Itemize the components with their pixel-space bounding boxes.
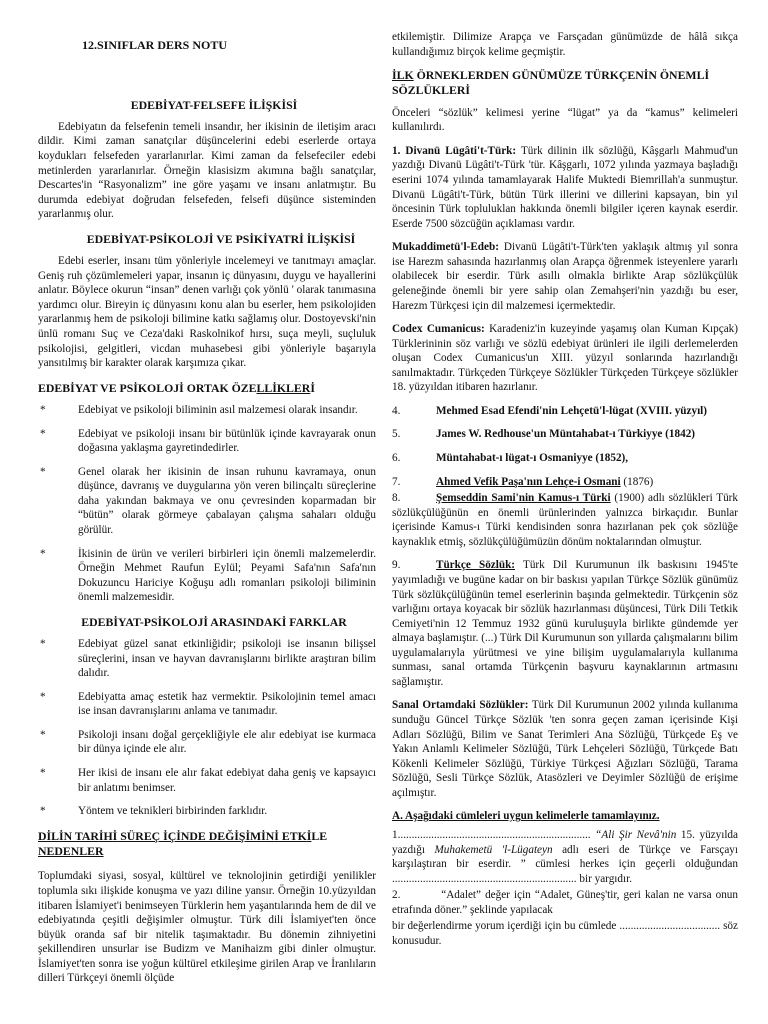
page-title: 12.SINIFLAR DERS NOTU: [82, 38, 228, 52]
bullet-star: *: [40, 465, 46, 478]
item-title: James W. Redhouse'un Müntahabat-ı Türkiyye (1842): [436, 428, 696, 441]
item-number: 5.: [392, 428, 401, 441]
item-title: Ahmed Vefik Paşa'nın Lehçe-i Osmani: [436, 475, 621, 488]
left-column: [38, 30, 376, 995]
list-item: [38, 804, 376, 819]
dilin-heading: [38, 829, 376, 860]
bullet-star: *: [40, 427, 46, 440]
item-title: Mehmed Esad Efendi'nin Lehçetü'l-lügat (XVIII. yüzyıl): [436, 404, 708, 417]
list-item-text: Psikoloji insanı doğal gerçekliğiyle ele alır edebiyat ise kurmaca bir dünya içinde ele alır.: [78, 728, 376, 756]
bullet-star: *: [40, 690, 46, 703]
ortak-heading-end: İ: [310, 380, 315, 395]
exercise-question-2-end: bir değerlendirme yorum içerdiği için bu cümlede .................................... söz konusudur.: [392, 920, 738, 947]
heading-fragment: H: [103, 828, 113, 843]
heading-fragment: LE: [311, 828, 328, 843]
sanal-label: Sanal Ortamdaki Sözlükler:: [392, 699, 529, 712]
list-item-text: Edebiyat güzel sanat etkinliğidir; psikoloji ise insanın bilişsel süreçlerini, insan ve hayvan davranışlarını birlikte araştıran bilim dalıdır.: [78, 638, 376, 680]
heading-fragment: N TAR: [63, 828, 99, 843]
heading-fragment: L: [51, 828, 59, 843]
bullet-star: *: [40, 547, 46, 560]
codex-text: Karadeniz'in kuzeyinde yaşamış olan Kuman Kıpçak) Türklerininin söz varlığı ve sözlü edebiyat ürünleri ile ilgili derlemelerden oluşan Codex Cumanicus'un XIII. yüzyıl sonlarında hazırlandığı sanılmaktadır. Türkçeden Türkçeye Sözlükler Türkçeden Türkçeye sözlükler 18. yüzyıldan itibaren hazırlanır.: [392, 323, 738, 394]
psikoloji-paragraph: Edebi eserler, insanı tüm yönleriyle incelemeyi ve tanıtmayı amaçlar. Geniş ruh çözümlemeleri yapar, insanın iç dünyasını, duygu ve hayallerini anlatır. Böylece okurun “insan” denen varlığı çok yönlü ' olarak tanımasına yardımcı olur. Bireyin iç dünyasını konu alan bu eserler, hem psikolojiden yararlanmış hem de psikoloji bilimine katkı sağlamış olur. Dostoyevski'nin ünlü romanı Suç ve Ceza'daki Raskolnikof hırsı, suça meyli, suçluluk psikolojisi, gelgitleri, vicdan muhasebesi gibi yönleriyle başarıyla yansıtılmış bir karakter olarak karşımıza çıkar.: [38, 255, 376, 370]
list-item-text: Edebiyat ve psikoloji biliminin asıl malzemesi olarak insandır.: [78, 404, 358, 417]
item-text: Türk Dil Kurumunun ilk baskısını 1945'te yayımladığı ve bugüne kadar on bir baskısı yapılan Türkçe Sözlük günümüz Türk sözlükçülüğünün temel eserlerinin başında gelmektedir. Türkçenin söz varlığını ortaya koyacak bir sözlük hazırlanması düşüncesi, Türk Dili Tetkik Cemiyeti'nin 12 Temmuz 1932 günü kuruluşuyla birlikte gündemde yer almaya başlamıştır. (...) Türk Dil Kurumunun son yıllarda çalışmalarını bilim uygulamalarıyla yürütmesi ve yine bilişim uygulamalarıyla kullanıma sunması, sanal ortamda Türkçenin başvuru kaynaklarının artmasını sağlamıştır.: [392, 559, 738, 688]
heading-fragment: İ: [274, 828, 279, 843]
q1-italic: “Ali Şir Nevâ'nin: [595, 828, 677, 841]
item-number: 9.: [392, 559, 401, 572]
dictionary-item: [392, 404, 738, 419]
codex-label: Codex Cumanicus:: [392, 323, 485, 336]
farklar-heading: EDEBİYAT-PSİKOLOJİ ARASINDAKİ FARKLAR: [81, 614, 347, 629]
dilin-heading-line2: NEDENLER: [38, 844, 104, 859]
heading-fragment: M: [250, 828, 262, 843]
list-item: [38, 728, 376, 757]
list-item: [38, 547, 376, 605]
sozluk-heading-rest: ÖRNEKLERDEN GÜNÜMÜZE TÜRKÇENİN ÖNEMLİ SÖZLÜKLERİ: [392, 68, 710, 98]
bullet-star: *: [40, 728, 46, 741]
heading-fragment: ETK: [278, 828, 307, 843]
felsefe-paragraph: Edebiyatın da felsefenin temeli insandır, her ikisinin de iletişim aracı dildir. Kimi zaman sanatçılar düşüncelerini edebi eserlerde ortaya koydukları felsefeden yararlanırlar. Kimi zaman da felsefeciler edebi metinlerden yararlanırlar. Örneğin klasisizm akımına bağlı sanatçılar, Descartes'in “Rasyonalizm” ine göre yaşamı ve insanı anlatmıştır. Bu durumda edebiyat doğrudan felsefeden, felsefi düşünce sisteminden yararlanmış olur.: [38, 120, 376, 221]
heading-fragment: İ: [59, 828, 64, 843]
divan-text: Türk dilinin ilk sözlüğü, Kâşgarlı Mahmud'un yazdığı Divanü Lügâti't-Türk 'tür. Kâşgarlı, 1072 yılında yazmaya başladığı eserini 1074 yılında tamamlayarak Halife Muktedi Biemrillah'a sunmuştur. Divanü Lügâti't-Türk, bütün Türk illerini ve dillerini kapsayan, bin yıl öncesinin Türk topluluklan hakkında önemli bilgiler içeren kaynak eserdir. Eserde 7500 sözcüğün açıklaması vardır.: [392, 144, 738, 230]
codex-entry: [392, 322, 738, 395]
heading-fragment: İ: [46, 828, 52, 843]
dilin-heading-line1: [38, 829, 327, 843]
sozluk-heading-first: İLK: [392, 68, 414, 83]
q1-text-end: adlı eseri de Türkçe ve Farsçayı karşılaştıran bir eserdir. ” cümlesi herkes için geçerli olduğundan .................................................................. bir yargıdır.: [392, 843, 738, 885]
heading-fragment: İ: [245, 828, 251, 843]
right-column: [392, 30, 741, 950]
item-number: 6.: [392, 452, 401, 465]
heading-fragment: N: [265, 828, 275, 843]
bullet-star: *: [40, 404, 46, 417]
bullet-star: *: [40, 638, 46, 651]
dictionary-item-9: [392, 558, 738, 689]
list-item: [38, 403, 376, 418]
q1-text: 15. yüzyılda yazdığı: [392, 828, 738, 856]
dictionary-item: [392, 427, 738, 442]
list-item-text: Edebiyat ve psikoloji insanı bir bütünlük içinde kavrayarak onun doğasına yaklaşma gayretindedirler.: [78, 427, 376, 455]
psikoloji-heading: EDEBİYAT-PSİKOLOJİ VE PSİKİYATRİ İLİŞKİSİ: [86, 231, 356, 246]
list-item-text: Edebiyatta amaç estetik haz vermektir. Psikolojinin temel amacı ise insan davranışlarını anlama ve tanımadır.: [78, 690, 376, 718]
ortak-heading: [38, 381, 376, 396]
heading-fragment: İ: [112, 828, 118, 843]
item-title: Müntahabat-ı lügat-ı Osmaniyye (1852),: [436, 452, 629, 465]
list-item-text: İkisinin de ürün ve verileri birbirleri için önemli malzemelerdir. Örneğin Mehmet Raufun Eylül; Peyami Safa'nın Safa'nın Dokuzuncu Hariciye Koğuşu adlı romanları psikoloji biliminin önemli malzemesidir.: [78, 547, 376, 604]
item-number: 7.: [392, 475, 401, 488]
continued-paragraph: etkilemiştir. Dilimize Arapça ve Farsçadan günümüzde de hâlâ sıkça kullandığımız birçok kelime geçmiştir.: [392, 31, 738, 58]
list-item: [38, 427, 376, 456]
item-text: (1900) adlı sözlükleri Türk sözlükçülüğünün en önemli ürünlerinden yalnızca birkaçıdır. Bunlar içerisinde Kamus-ı Türki kendisinden sonra hazırlanan pek çok sözlüğe kaynaklık etmiş, sözlükçülüğümüzün dönüm noktalarından olmuştur.: [392, 492, 739, 548]
heading-fragment: İ: [306, 828, 312, 843]
list-item-text: Genel olarak her ikisinin de insan ruhunu kavramaya, onun düşünce, davranış ve duygularına yön veren bilinçaltı süreçlerine daha yakından bakmaya ve onu çevresinden koparmadan bir “bütün” olarak görmeye çabalayan çalışma sahaları olduğu görülür.: [78, 465, 376, 536]
item-number: 8.: [392, 492, 401, 505]
bullet-star: *: [40, 805, 46, 818]
dictionary-item: [392, 475, 738, 490]
heading-fragment: SÜREÇ İÇİNDE DEĞİŞ: [117, 828, 246, 843]
exercise-heading: A. Aşağıdaki cümleleri uygun kelimelerle tamamlayınız.: [392, 810, 660, 823]
list-item: [38, 637, 376, 681]
sozluk-heading: [392, 68, 738, 99]
dictionary-item-8: [392, 491, 738, 549]
q1-work-title: Muhakemetü 'l-Lügateyn: [434, 843, 553, 856]
ortak-heading-underlined: LLİKLER: [256, 380, 311, 395]
list-item-text: Yöntem ve teknikleri birbirinden farklıdır.: [78, 805, 268, 818]
exercise-question-2: 2. “Adalet” değer için “Adalet, Güneş'tir, geri kalan ne varsa onun etrafında döner.” şeklinde yapılacak: [392, 889, 741, 916]
list-item: [38, 690, 376, 719]
item-title: Türkçe Sözlük:: [436, 559, 516, 572]
felsefe-heading: EDEBİYAT-FELSEFE İLİŞKİSİ: [130, 97, 298, 112]
item-title: Şemseddin Sami'nin Kamus-ı Türki: [436, 492, 611, 505]
divan-label: 1. Divanü Lügâti't-Türk:: [392, 144, 517, 157]
dictionary-item: [392, 451, 738, 466]
divan-entry: [392, 144, 738, 231]
dilin-paragraph: Toplumdaki siyasi, sosyal, kültürel ve teknolojinin getirdiği yenilikler toplumla sıkı ilişkide konuşma ve yazı diline yansır. Örneğin 10.yüzyıldan itibaren İslamiyet'i benimseyen Türklerin hem yaşantılarında hem de dil ve edebiyatında çeşitli değişimler olmuştur. Türk dili İslamiyet'ten önce büyük oranda saf bir nitelik taşımaktadır. Bu dönemin zihniyetini şekillendiren unsurlar ise Budizm ve Manihaizm gibi dinler olmuştur. İslamiyet'ten sonra ise yoğun kültürel etkileşime girilen Arap ve İranlıların dilleri Türkçeyi önemli ölçüde: [38, 870, 376, 985]
mukaddime-text: Divanü Lügâti't-Türk'ten yaklaşık altmış yıl sonra ise Harezm sahasında hazırlanmış olan Arapça öğrenmek isteyenlere yararlı olabilecek bir eserdir. Türk asıllı olmakla birlikte Arap sözlükçülük geleneğinde önemli bir yere sahip olan Zemahşeri'nin yazdığı bu eser, Harezm Türkçesi için dil malzemesi içermektedir.: [392, 241, 738, 312]
list-item-text: Her ikisi de insanı ele alır fakat edebiyat daha geniş ve kapsayıcı bir anlatımı benimser.: [78, 767, 376, 794]
blank: 1.....................................................................: [392, 828, 591, 841]
mukaddime-entry: [392, 240, 738, 313]
bullet-star: *: [40, 767, 46, 780]
list-item: [38, 766, 376, 795]
item-year: (1876): [620, 475, 654, 488]
heading-fragment: İ: [98, 828, 104, 843]
sozluk-intro: Önceleri “sözlük” kelimesi yerine “lügat” ya da “kamus” kelimeleri kullanılırdı.: [392, 106, 738, 134]
mukaddime-label: Mukaddimetü'l-Edeb:: [392, 241, 499, 254]
sanal-entry: [392, 698, 738, 800]
ortak-heading-part: EDEBİYAT VE PSİKOLOJİ ORTAK ÖZE: [38, 380, 257, 395]
item-number: 4.: [392, 404, 401, 417]
list-item: [38, 465, 376, 538]
sanal-text: Türk Dil Kurumunun 2002 yılında kullanıma sunduğu Güncel Türkçe Sözlük 'ten sonra geçen zaman içerisinde Kişi Adları Sözlüğü, Bilim ve Sanat Terimleri Ana Sözlüğü, Türkçede Eş ve Yakın Anlamlı Kelimeler Sözlüğü, Türk Lehçeleri Sözlüğü, Türkçede Batı Kökenli Kelimeler Sözlüğü, Türkiye Türkçesi Ağızları Sözlüğü, Tarama Sözlüğü, Sesli Türkçe Sözlük, Atasözleri ve Deyimler Sözlüğü de erişime açılmıştır.: [392, 699, 738, 799]
heading-fragment: D: [38, 828, 47, 843]
heading-fragment: İ: [261, 828, 266, 843]
exercise-question-1: [392, 828, 738, 886]
